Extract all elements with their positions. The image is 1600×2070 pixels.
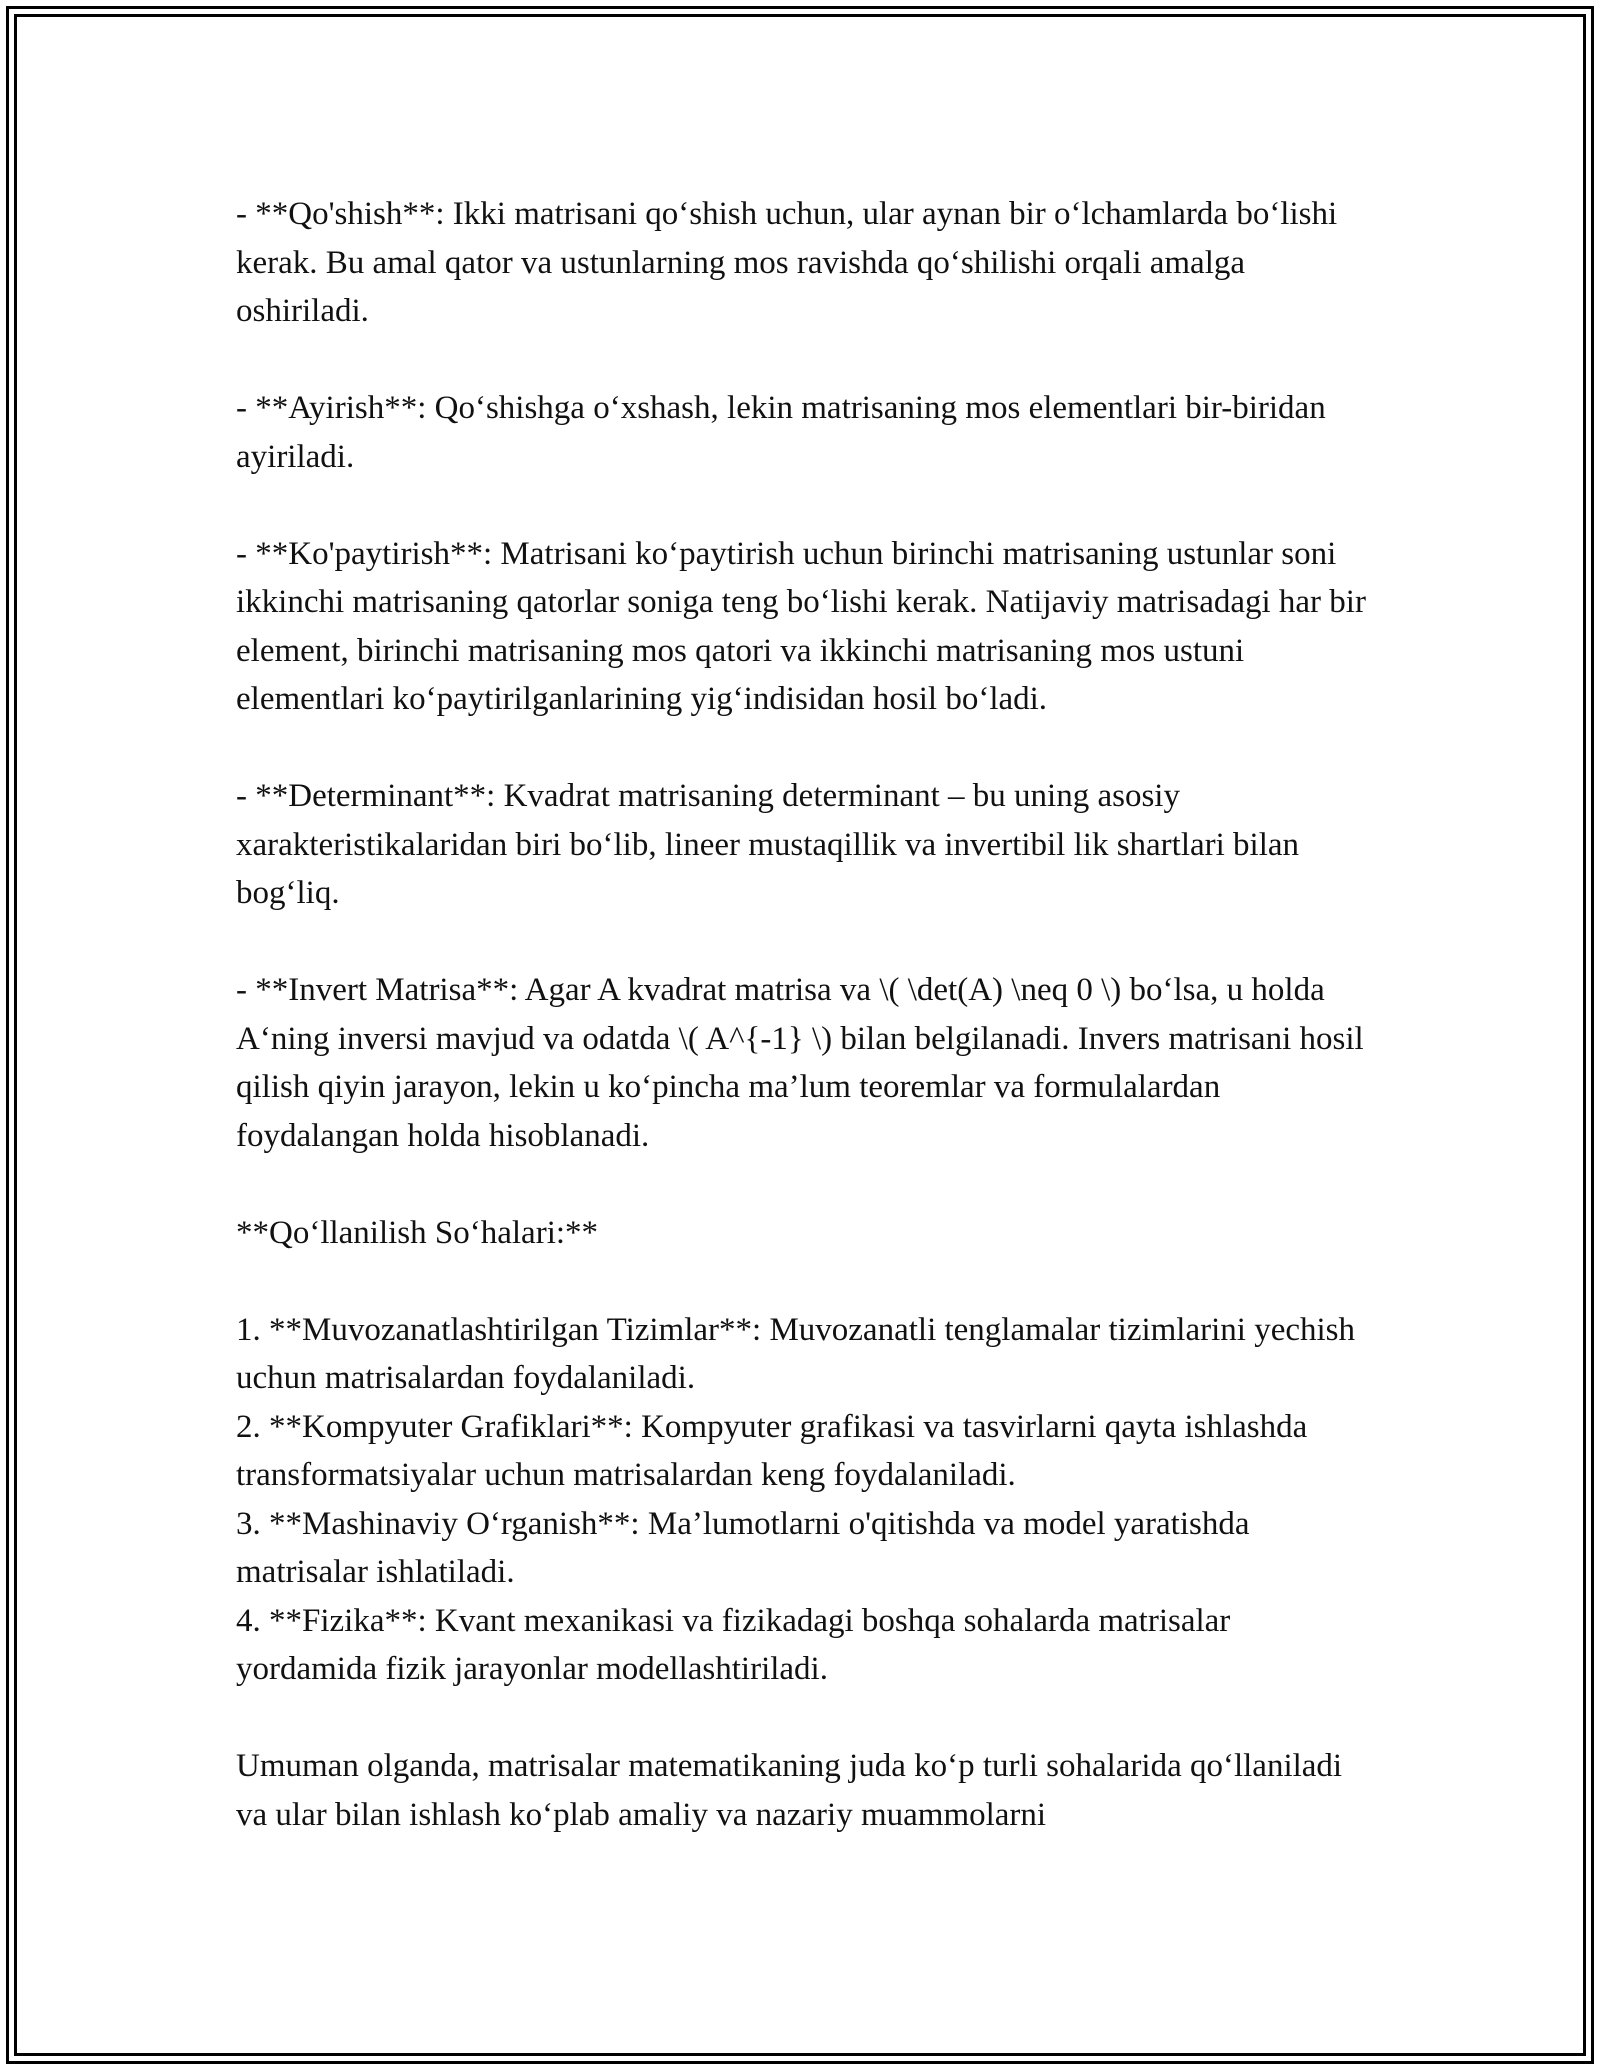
paragraph-multiplication: - **Ko'paytirish**: Matrisani ko‘paytirish uchun birinchi matrisaning ustunlar soni ikkinchi matrisaning qatorlar soniga teng bo‘lishi kerak. Natijaviy matrisadagi har bir element, birinchi matrisaning mos qatori va ikkinchi matrisaning mos ustuni elementlari ko‘paytirilganlarining yig‘indisidan hosil bo‘ladi. [236,535,1366,717]
list-item: 4. **Fizika**: Kvant mexanikasi va fizikadagi boshqa sohalarda matrisalar yordamida fizik jarayonlar modellashtiriladi. [236,1602,1231,1687]
paragraph-determinant: - **Determinant**: Kvadrat matrisaning determinant – bu uning asosiy xarakteristikalaridan biri bo‘lib, lineer mustaqillik va invertibil lik shartlari bilan bog‘liq. [236,778,1300,911]
section-heading-applications: **Qo‘llanilish So‘halari:** [236,1214,599,1251]
paragraph-addition: - **Qo'shish**: Ikki matrisani qo‘shish uchun, ular aynan bir o‘lchamlarda bo‘lishi kerak. Bu amal qator va ustunlarning mos ravishda qo‘shilishi orqali amalga oshiriladi. [236,196,1338,329]
list-item: 3. **Mashinaviy O‘rganish**: Ma’lumotlarni o'qitishda va model yaratishda matrisalar ishlatiladi. [236,1505,1250,1590]
document-body [236,190,1376,1888]
paragraph-inverse-matrix: - **Invert Matrisa**: Agar A kvadrat matrisa va \( \det(A) \neq 0 \) bo‘lsa, u holda A‘ning inversi mavjud va odatda \( A^{-1} \) bilan belgilanadi. Invers matrisani hosil qilish qiyin jarayon, lekin u ko‘pincha ma’lum teoremlar va formulalardan foydalangan holda hisoblanadi. [236,972,1364,1154]
list-item: 2. **Kompyuter Grafiklari**: Kompyuter grafikasi va tasvirlarni qayta ishlashda transformatsiyalar uchun matrisalardan keng foydalaniladi. [236,1408,1308,1493]
applications-list [236,1306,1376,1694]
closing-paragraph: Umuman olganda, matrisalar matematikaning juda ko‘p turli sohalarida qo‘llaniladi va ular bilan ishlash ko‘plab amaliy va nazariy muammolarni [236,1748,1343,1833]
list-item: 1. **Muvozanatlashtirilgan Tizimlar**: Muvozanatli tenglamalar tizimlarini yechish uchun matrisalardan foydalaniladi. [236,1311,1356,1396]
paragraph-subtraction: - **Ayirish**: Qo‘shishga o‘xshash, lekin matrisaning mos elementlari bir-biridan ayiriladi. [236,390,1326,475]
